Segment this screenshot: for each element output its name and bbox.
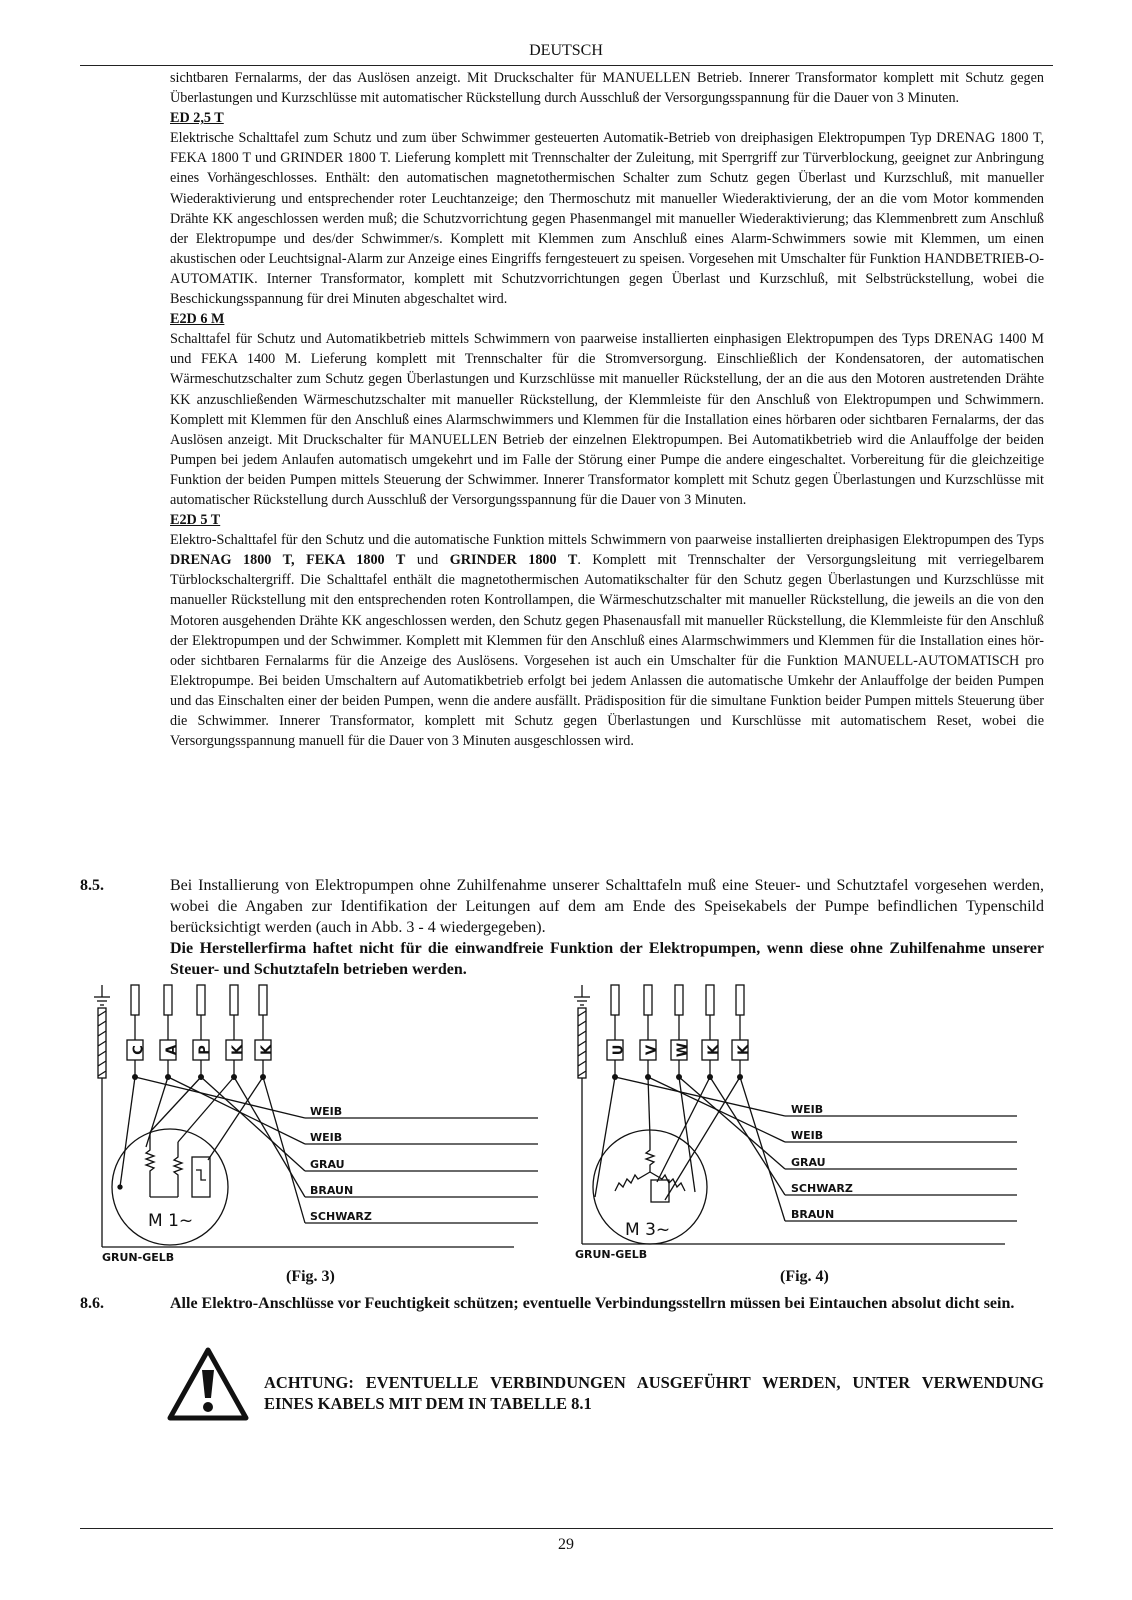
- section-8-5-disclaimer: Die Herstellerfirma haftet nicht für die einwandfreie Funktion der Elektropumpen, wenn diese ohne Zuhilfenahme unserer Steuer- und Schutztafeln betrieben werden.: [170, 940, 1044, 978]
- fig3-ground-label: GRUN-GELB: [102, 1251, 175, 1264]
- fig3-motor-label: M 1~: [148, 1211, 194, 1231]
- e2d6m-paragraph: Schalttafel für Schutz und Automatikbetrieb mittels Schwimmern von paarweise installierten einphasigen Elektropumpen des Typs DRENAG 1400 M und FEKA 1400 M. Lieferung komplett mit Trennschalter für die Stromversorgung. Einschließlich der Kondensatoren, der automatischen Wärmeschutzschalter zum Schutz gegen Überlastungen und Kurzschlüsse mit manueller Rückstellung, der an die aus den Motoren austretenden Drähte KK anzuschließenden Wärmeschutzschalter mit manueller Rückstellung, der Klemmleiste für den Anschluß von Elektropumpen und Schwimmern. Komplett mit Klemmen für den Anschluß eines Alarmschwimmers und Klemmen für die Installation eines hörbaren oder sichtbaren Fernalarms, der das Auslösen anzeigt. Mit Druckschalter für MANUELLEN Betrieb der einzelnen Elektropumpen. Bei Automatikbetrieb wird die Anlauffolge der beiden Pumpen bei jedem Anlaufen automatisch umgekehrt und im Falle der Störung einer Pumpe die andere eingeschaltet. Vorbereitung für die gleichzeitige Funktion der beiden Pumpen mittels Steuerung der Schwimmer. Innerer Transformator komplett mit Schutz gegen Überlastungen und Kurzschlüsse mit automatischer Rückstellung durch Ausschluß der Versorgungsspannung für die Dauer von 3 Minuten.: [170, 331, 1044, 508]
- e2d5t-heading: E2D 5 T: [170, 512, 221, 529]
- fig4-wire-label-3: GRAU: [791, 1156, 826, 1169]
- fig4-terminal-v: V: [644, 1044, 660, 1056]
- section-8-5: [80, 875, 1044, 980]
- fig4-wire-label-1: WEIB: [791, 1103, 824, 1116]
- fig4-ground-label: GRUN-GELB: [575, 1248, 648, 1261]
- fig4-terminal-k2: K: [736, 1044, 752, 1056]
- page-number: 29: [558, 1536, 574, 1553]
- footer-rule: [80, 1528, 1053, 1529]
- warning-notice: [264, 1372, 1044, 1414]
- warning-triangle-icon: [166, 1346, 250, 1422]
- fig3-terminal-c: C: [131, 1045, 147, 1055]
- fig3-wire-label-1: WEIB: [310, 1105, 343, 1118]
- header-rule: [80, 65, 1053, 66]
- section-8-6-number: 8.6.: [80, 1295, 104, 1312]
- fig3-wire-label-3: GRAU: [310, 1158, 345, 1171]
- fig3-wire-label-5: SCHWARZ: [310, 1210, 372, 1223]
- fig4-caption: (Fig. 4): [780, 1268, 829, 1285]
- intro-paragraph: sichtbaren Fernalarms, der das Auslösen anzeigt. Mit Druckschalter für MANUELLEN Betrieb. Innerer Transformator komplett mit Schutz gegen Überlastungen und Kurzschlüsse mit automatischer Rückstellung durch Ausschluß der Versorgungsspannung für die Dauer von 3 Minuten.: [170, 70, 1044, 107]
- section-8-6-text: Alle Elektro-Anschlüsse vor Feuchtigkeit schützen; eventuelle Verbindungsstellrn müssen bei Eintauchen absolut dicht sein.: [170, 1295, 1015, 1312]
- fig4-motor-label: M 3~: [625, 1220, 671, 1240]
- page-header: DEUTSCH: [529, 42, 603, 59]
- fig3-caption: (Fig. 3): [286, 1268, 335, 1285]
- fig3-wire-label-4: BRAUN: [310, 1184, 354, 1197]
- section-8-6: [80, 1293, 1044, 1314]
- fig4-wire-label-2: WEIB: [791, 1129, 824, 1142]
- fig4-wire-label-4: SCHWARZ: [791, 1182, 853, 1195]
- e2d6m-heading: E2D 6 M: [170, 311, 225, 328]
- section-8-5-text: Bei Installierung von Elektropumpen ohne Zuhilfenahme unserer Schalttafeln muß eine Steuer- und Schutztafel vorgesehen werden, wobei die Angaben zur Identifikation der Leitungen auf dem am Ende des Speisekabels der Pumpe befindlichen Typenschild berücksichtigt werden (auch in Abb. 3 - 4 wiedergegeben).: [170, 877, 1044, 936]
- fig3-terminal-a: A: [164, 1044, 180, 1056]
- e2d5t-paragraph: Elektro-Schalttafel für den Schutz und die automatische Funktion mittels Schwimmern von paarweise installierten dreiphasigen Elektropumpen des Typs DRENAG 1800 T, FEKA 1800 T und GRINDER 1800 T. Komplett mit Trennschalter der Versorgungsleitung mit verriegelbarem Türblockschaltergriff. Die Schalttafel enthält die magnetothermischen Automatikschalter für den Schutz gegen Überlastungen und Kurzschlüsse mit manueller Rückstellung mit den entsprechenden roten Kontrollampen, die Wärmeschutzschalter mit manueller Rückstellung, die jeweils an die von den Motoren ausgehenden Drähte KK angeschlossen werden, den Schutz gegen Phasenausfall mit manueller Rückstellung, die Klemmleiste für den Anschluß der Elektropumpen und der Schwimmer. Komplett mit Klemmen für den Anschluß eines Alarmschwimmers und Klemmen für die Installation eines hör- oder sichtbaren Fernalarms für die Anzeige des Auslösens. Vorgesehen ist auch ein Umschalter für die Funktion MANUELL-AUTOMATISCH pro Elektropumpe. Bei beiden Umschaltern auf Automatikbetrieb erfolgt bei jedem Anlassen die automatische Umkehr der Anlauffolge der beiden Pumpen und das Einschalten einer der beiden Pumpen, wenn die andere ausfällt. Prädisposition für die simultane Funktion beider Pumpen mittels Steuerung über die Schwimmer. Innerer Transformator, komplett mit Schutz gegen Überlastungen und Kurschlüsse mit automatischem Reset, wobei die Versorgungsspannung manuell für die Dauer von 3 Minuten ausgeschlossen wird.: [170, 532, 1044, 750]
- fig3-wire-label-2: WEIB: [310, 1131, 343, 1144]
- ed25t-paragraph: Elektrische Schalttafel zum Schutz und zum über Schwimmer gesteuerten Automatik-Betrieb von dreiphasigen Elektropumpen Typ DRENAG 1800 T, FEKA 1800 T und GRINDER 1800 T. Lieferung komplett mit Trennschalter der Zuleitung, mit Sperrgriff zur Türverblockung, geeignet zur Anbringung eines Vorhängeschlosses. Enthält: den automatischen magnetothermischen Schalter zum Schutz gegen Überlast und Kurzschluß, mit manueller Wiederaktivierung und entsprechender roter Leuchtanzeige; den Thermoschutz mit manueller Wiederaktivierung, der an die vom Motor kommenden Drähte KK angeschlossen werden muß; die Schutzvorrichtung gegen Phasenmangel mit manueller Wiederaktivierung; das Klemmenbrett zum Anschluß der Elektropumpe und des/der Schwimmer/s. Komplett mit Klemmen zum Anschluß eines Alarm-Schwimmers sowie mit Klemmen, um einen akustischen oder Leuchtsignal-Alarm zur Anzeige eines Eingriffs ferngesteuert zu speisen. Vorgesehen mit Umschalter für Funktion HANDBETRIEB-O-AUTOMATIK. Interner Transformator, komplett mit Schutzvorrichtungen gegen Überlast und Kurzschluß, mit Selbstrückstellung, wobei die Beschickungsspannung für drei Minuten abgeschaltet wird.: [170, 130, 1044, 308]
- fig3-wiring-diagram: [80, 982, 550, 1267]
- fig3-terminal-k1: K: [230, 1044, 246, 1056]
- ed25t-heading: ED 2,5 T: [170, 110, 224, 127]
- fig3-terminal-k2: K: [259, 1044, 275, 1056]
- fig4-wiring-diagram: [555, 982, 1025, 1267]
- fig4-terminal-w: W: [675, 1042, 691, 1058]
- fig3-terminal-p: P: [197, 1045, 213, 1055]
- fig4-wire-label-5: BRAUN: [791, 1208, 835, 1221]
- fig4-terminal-k1: K: [706, 1044, 722, 1056]
- warning-text: ACHTUNG: EVENTUELLE VERBINDUNGEN AUSGEFÜHRT WERDEN, UNTER VERWENDUNG EINES KABELS MIT DEM IN TABELLE 8.1: [264, 1373, 1044, 1413]
- section-8-5-number: 8.5.: [80, 877, 104, 894]
- panel-descriptions: [170, 68, 1044, 751]
- fig4-terminal-u: U: [611, 1044, 627, 1056]
